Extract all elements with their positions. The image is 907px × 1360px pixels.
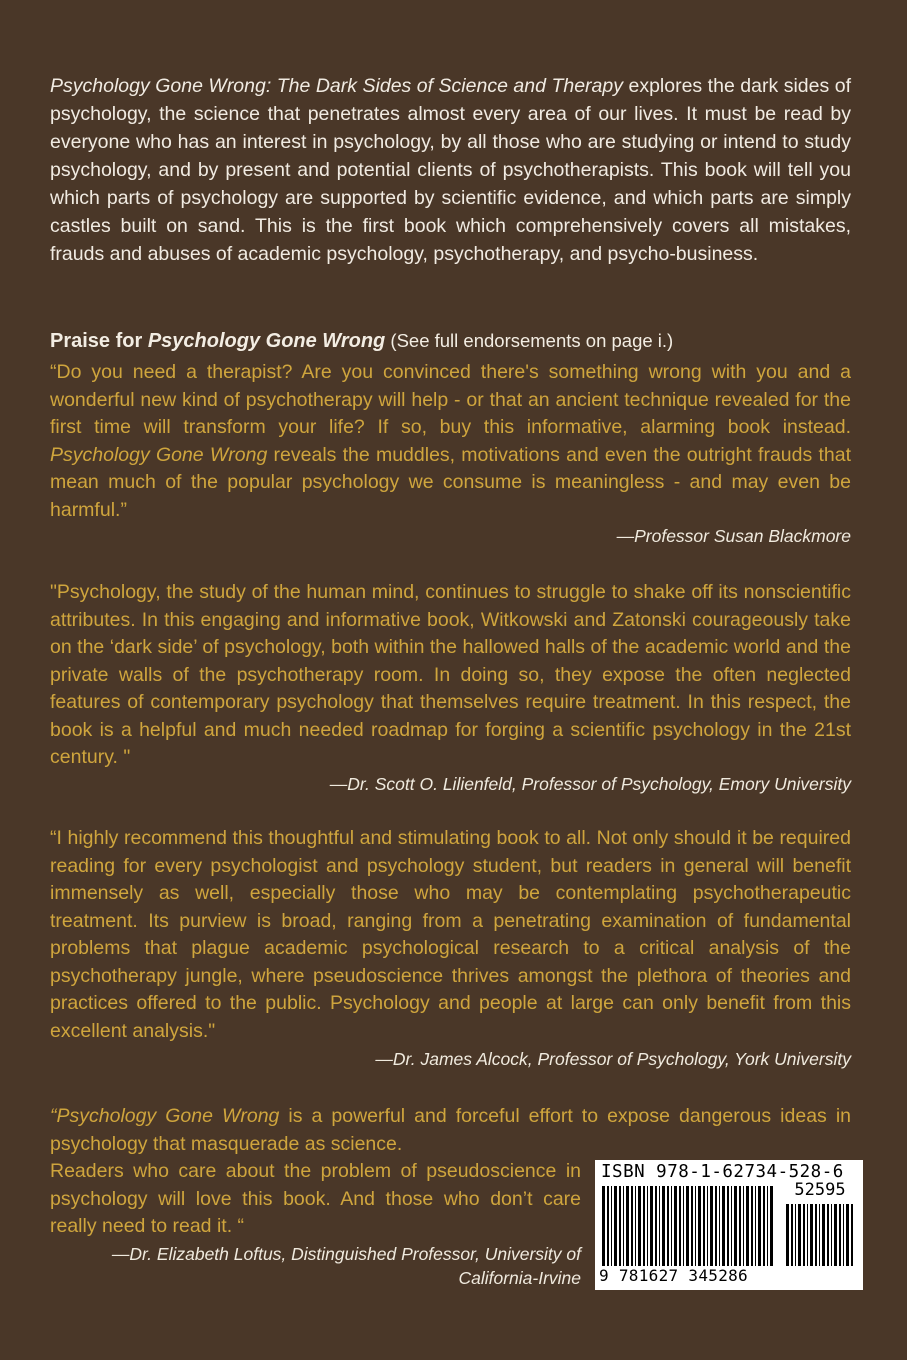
barcode-bar (671, 1186, 672, 1266)
barcode-bar (819, 1204, 820, 1266)
barcode-bar (686, 1186, 689, 1266)
barcode-bar (710, 1186, 713, 1266)
barcode-bar (851, 1204, 853, 1266)
barcode-bar (731, 1186, 732, 1266)
barcode-bar (834, 1204, 837, 1266)
barcode-bar (846, 1204, 849, 1266)
barcode-bar (831, 1204, 832, 1266)
barcode-bar (650, 1186, 653, 1266)
barcode-bar (827, 1204, 829, 1266)
barcode-bar (807, 1204, 808, 1266)
book-description (50, 72, 851, 268)
barcode-bar (619, 1186, 621, 1266)
barcode-bar (763, 1186, 765, 1266)
barcode-bar (770, 1186, 773, 1266)
isbn-barcode (595, 1160, 863, 1290)
praise-heading-title: Psychology Gone Wrong (147, 330, 386, 352)
barcode-bar (751, 1186, 753, 1266)
barcode-bar (758, 1186, 761, 1266)
barcode-bar (739, 1186, 741, 1266)
barcode-bar (822, 1204, 825, 1266)
barcode-bar (707, 1186, 708, 1266)
barcode-bar (635, 1186, 636, 1266)
barcode-bar (607, 1186, 609, 1266)
barcode-bar (843, 1204, 844, 1266)
barcode-bar (659, 1186, 660, 1266)
barcode-bar (767, 1186, 768, 1266)
barcode-bar (614, 1186, 617, 1266)
quote-4-part-1: is a powerful and forceful effort to expose dangerous ideas in psychology that masquerade as science. (50, 1105, 851, 1155)
barcode-bar (803, 1204, 805, 1266)
barcode-bar (631, 1186, 633, 1266)
endorsement-quote-3: “I highly recommend this thoughtful and stimulating book to all. Not only should it be required reading for every psychologist and psychology student, but readers in general will benefit immensely as well, especially those who may be contemplating psychotherapeutic treatment. Its purview is broad, ranging from a penetrating examination of fundamental problems that plague academic psychological research to a critical analysis of the psychotherapy jungle, where pseudoscience thrives amongst the plethora of theories and practices offered to the public. Psychology and people at large can only benefit from this excellent analysis." (50, 827, 851, 1042)
quote-4-part-2: Readers who care about the problem of pseudoscience in psychology will love this book. And those who don’t care really need to read it. “ (50, 1160, 581, 1237)
barcode-bar (722, 1186, 725, 1266)
ean-barcode-bars (601, 1186, 776, 1266)
praise-heading-prefix: Praise for (50, 330, 148, 352)
barcode-bar (795, 1204, 796, 1266)
endorsement-attribution-2: —Dr. Scott O. Lilienfeld, Professor of Psychology, Emory University (329, 774, 851, 794)
ean-digits: 9 781627 345286 (599, 1266, 748, 1285)
description-text: explores the dark sides of psychology, the science that penetrates almost every area of our lives. It must be read by everyone who has an interest in psychology, by all those who are studying or intend to study psychology, and by present and potential clients of psychotherapists. This book will tell you which parts of psychology are supported by scientific evidence, and which parts are simply castles built on sand. This is the first book which comprehensively covers all mistakes, frauds and abuses of academic psychology, psychotherapy, and psycho-business. (50, 75, 851, 265)
quote-1-part-2: reveals the muddles, motivations and even the outright frauds that mean much of the popular psychology we consume is meaningless - and may even be harmful.” (50, 443, 851, 521)
barcode-bar (611, 1186, 612, 1266)
barcode-bar (674, 1186, 677, 1266)
quote-4-title-italic: “Psychology Gone Wrong (50, 1105, 280, 1127)
barcode-addon-digits: 52595 (794, 1180, 846, 1200)
barcode-bar (755, 1186, 756, 1266)
barcode-bar (691, 1186, 693, 1266)
barcode-bar (667, 1186, 669, 1266)
barcode-bar (727, 1186, 729, 1266)
barcode-bar (839, 1204, 841, 1266)
barcode-bar (734, 1186, 737, 1266)
praise-heading-note: (See full endorsements on page i.) (385, 330, 674, 351)
barcode-bar (683, 1186, 684, 1266)
barcode-bar (743, 1186, 744, 1266)
quote-1-part-1: “Do you need a therapist? Are you convinced there's something wrong with you and a wonderful new kind of psychotherapy will help - or that an ancient technique revealed for the first time will transform your life? If so, buy this informative, alarming book instead. (50, 361, 851, 438)
barcode-bar (810, 1204, 813, 1266)
barcode-bar (679, 1186, 681, 1266)
barcode-bar (698, 1186, 701, 1266)
barcode-bar (626, 1186, 629, 1266)
barcode-bar (662, 1186, 665, 1266)
isbn-label: ISBN 978-1-62734-528-6 (601, 1162, 844, 1182)
praise-heading (50, 326, 860, 356)
barcode-bar (786, 1204, 789, 1266)
barcode-bar (643, 1186, 645, 1266)
endorsement-attribution-1: —Professor Susan Blackmore (616, 526, 851, 546)
barcode-bar (655, 1186, 657, 1266)
barcode-bar (647, 1186, 648, 1266)
barcode-bar (791, 1204, 793, 1266)
barcode-bar (815, 1204, 817, 1266)
barcode-bar (798, 1204, 801, 1266)
barcode-bar (719, 1186, 720, 1266)
endorsement-attribution-4: —Dr. Elizabeth Loftus, Distinguished Professor, University of California-Irvine (111, 1244, 581, 1288)
barcode-bar (715, 1186, 717, 1266)
barcode-bar (602, 1186, 605, 1266)
barcode-bar (638, 1186, 641, 1266)
addon-barcode-bars (785, 1204, 855, 1266)
endorsement-quote-2: "Psychology, the study of the human mind, continues to struggle to shake off its nonscientific attributes. In this engaging and informative book, Witkowski and Zatonski courageously take on the ‘dark side’ of psychology, both within the hallowed halls of the academic world and the private walls of the psychotherapy room. In doing so, they expose the often neglected features of contemporary psychology that themselves require treatment. In this respect, the book is a helpful and much needed roadmap for forging a scientific psychology in the 21st century. " (50, 581, 851, 768)
endorsement-quote-1 (50, 359, 851, 524)
quote-1-title-italic: Psychology Gone Wrong (50, 443, 268, 466)
endorsement-attribution-3: —Dr. James Alcock, Professor of Psychology, York University (375, 1049, 851, 1069)
barcode-bar (746, 1186, 749, 1266)
barcode-bar (623, 1186, 624, 1266)
book-title-italic: Psychology Gone Wrong: The Dark Sides of Science and Therapy (50, 75, 623, 97)
barcode-bar (703, 1186, 705, 1266)
barcode-bar (695, 1186, 696, 1266)
